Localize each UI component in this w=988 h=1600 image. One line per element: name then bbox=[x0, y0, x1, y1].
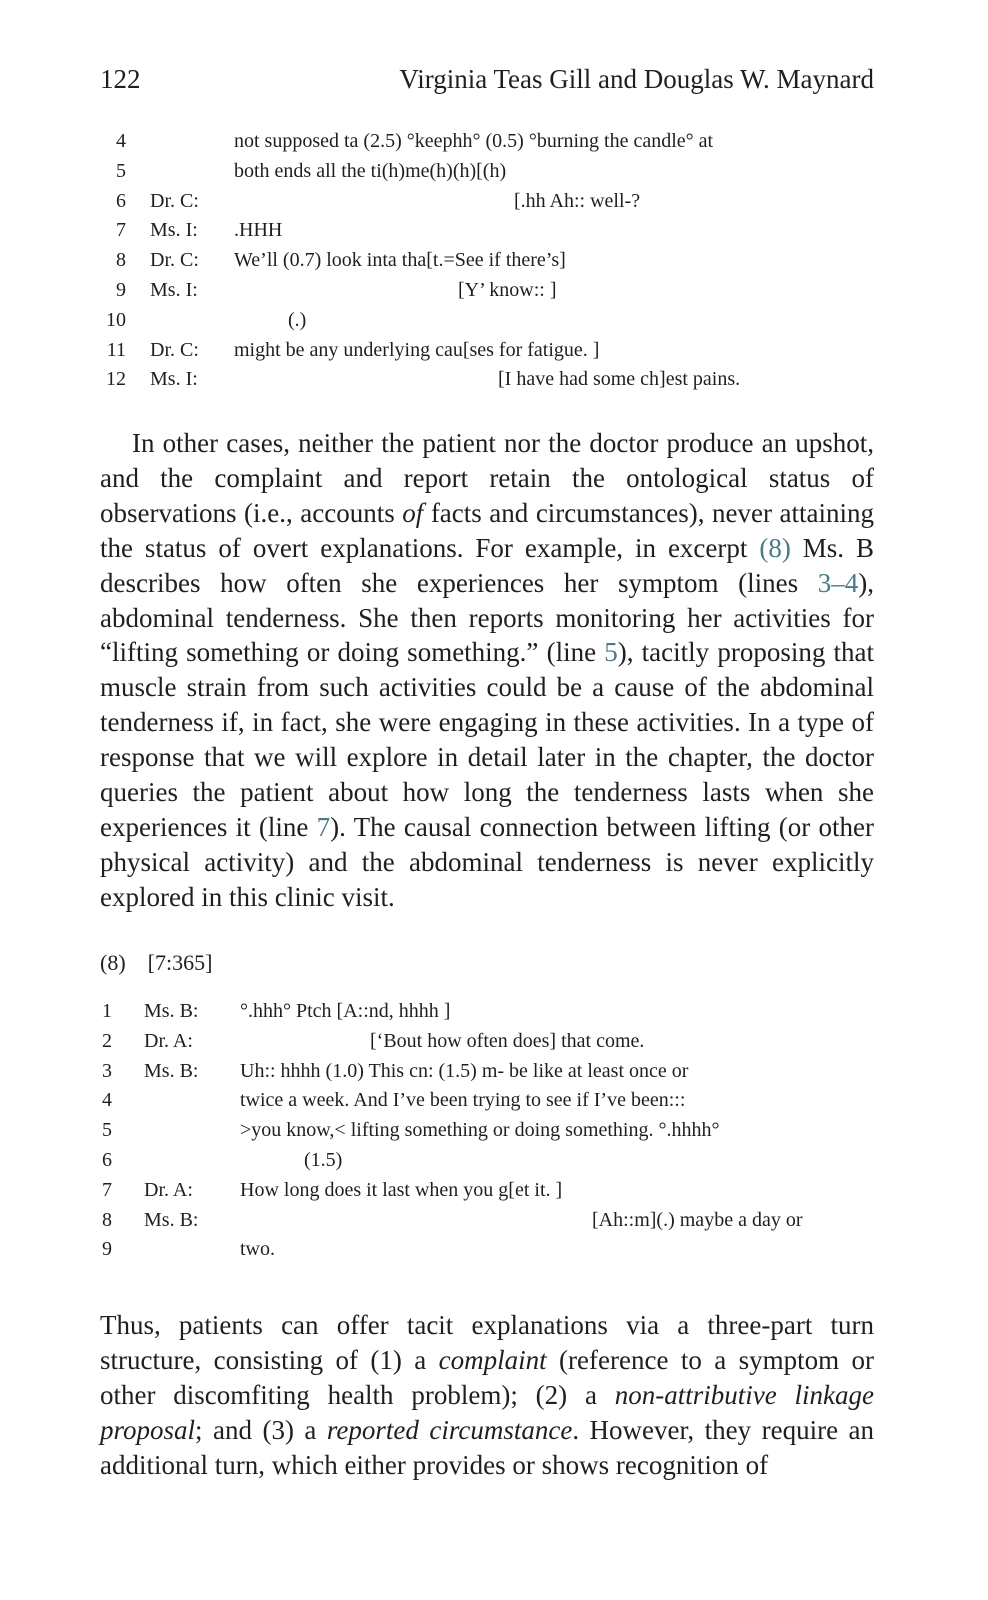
utterance-text: (.) bbox=[288, 308, 307, 331]
line-number: 5 bbox=[116, 159, 126, 182]
line-number: 4 bbox=[102, 1089, 112, 1112]
text-run: Thus, patients can offer tacit explanations via a three-part turn structure, consisting of (1) a bbox=[100, 1310, 874, 1375]
line-reference-link[interactable]: 5 bbox=[604, 637, 618, 668]
transcript-line bbox=[100, 279, 890, 309]
line-number: 4 bbox=[116, 130, 126, 152]
text-run: In other cases, neither the patient nor the doctor produce an upshot, and the complaint and report retain the ontological status of observations (i.e., accounts bbox=[100, 428, 874, 528]
speaker-label: Ms. B: bbox=[144, 1059, 199, 1082]
speaker-label: Ms. I: bbox=[150, 368, 198, 391]
transcript-line bbox=[100, 190, 890, 220]
transcript-line bbox=[100, 130, 890, 160]
utterance-text: not supposed ta (2.5) °keephh° (0.5) °burning the candle° at bbox=[234, 130, 714, 152]
speaker-label: Dr. A: bbox=[144, 1029, 193, 1052]
speaker-label: Dr. C: bbox=[150, 249, 199, 272]
utterance-text: (1.5) bbox=[304, 1148, 343, 1171]
line-number: 7 bbox=[102, 1178, 112, 1201]
utterance-text: both ends all the ti(h)me(h)(h)[(h) bbox=[234, 159, 507, 182]
line-number: 6 bbox=[116, 189, 126, 212]
utterance-text: two. bbox=[240, 1238, 275, 1261]
utterance-text: [I have had some ch]est pains. bbox=[498, 368, 741, 391]
speaker-label: Dr. A: bbox=[144, 1178, 193, 1201]
line-number: 9 bbox=[116, 278, 126, 301]
page-number: 122 bbox=[100, 64, 141, 94]
speaker-label: Ms. B: bbox=[144, 1208, 199, 1231]
transcript-line bbox=[100, 1179, 890, 1209]
utterance-text: .HHH bbox=[234, 219, 283, 242]
utterance-text: [Y’ know:: ] bbox=[458, 278, 557, 301]
line-reference-link[interactable]: 3–4 bbox=[817, 567, 859, 598]
excerpt-number: (8) bbox=[100, 950, 126, 975]
transcript-line bbox=[100, 160, 890, 190]
transcript-line bbox=[100, 1000, 890, 1030]
transcript-line bbox=[100, 1149, 890, 1179]
utterance-text: [Ah::m](.) maybe a day or bbox=[592, 1208, 803, 1231]
line-number: 5 bbox=[102, 1119, 112, 1142]
line-number: 2 bbox=[102, 1029, 112, 1052]
italic-term: non-attributive linkage proposal bbox=[100, 1379, 875, 1445]
line-number: 10 bbox=[106, 308, 126, 331]
speaker-label: Ms. B: bbox=[144, 1000, 199, 1022]
line-reference-link[interactable]: 7 bbox=[316, 811, 331, 842]
transcript-line bbox=[100, 1030, 890, 1060]
text-run: ), tacitly proposing that muscle strain from such activities could be a cause of the abdominal tenderness if, in fact, she were engaging in these activities. In a type of response that we will explore in detail later in the chapter, the doctor queries the patient about how long the tenderness lasts when she experiences it (line bbox=[100, 637, 874, 842]
line-number: 7 bbox=[116, 219, 126, 242]
transcript-line bbox=[100, 368, 890, 398]
utterance-text: might be any underlying cau[ses for fatigue. ] bbox=[234, 338, 600, 361]
page-header bbox=[100, 64, 874, 100]
line-number: 8 bbox=[116, 249, 126, 272]
line-number: 1 bbox=[102, 1000, 112, 1022]
utterance-text: >you know,< lifting something or doing something. °.hhhh° bbox=[240, 1119, 720, 1142]
speaker-label: Ms. I: bbox=[150, 278, 198, 301]
speaker-label: Dr. C: bbox=[150, 338, 199, 361]
text-run: ), abdominal tenderness. She then reports monitoring her activities for “lifting something or doing something.” (line bbox=[100, 567, 874, 668]
transcript-line bbox=[100, 219, 890, 249]
line-number: 3 bbox=[102, 1059, 112, 1082]
text-run: facts and circumstances), never attaining the status of overt explanations. For example, in excerpt bbox=[100, 497, 874, 563]
utterance-text: Uh:: hhhh (1.0) This cn: (1.5) m- be like at least once or bbox=[240, 1059, 689, 1082]
line-number: 11 bbox=[106, 338, 126, 361]
text-run: (reference to a symptom or other discomfiting health problem); (2) a bbox=[100, 1344, 875, 1410]
transcript-excerpt-8 bbox=[100, 1000, 890, 1268]
italic-text: of bbox=[402, 497, 424, 528]
italic-term: reported circumstance bbox=[326, 1414, 573, 1445]
text-run: ; and (3) a bbox=[195, 1414, 327, 1445]
transcript-excerpt-7 bbox=[100, 130, 890, 398]
utterance-text: [‘Bout how often does] that come. bbox=[370, 1029, 645, 1052]
utterance-text: How long does it last when you g[et it. ] bbox=[240, 1178, 563, 1201]
transcript-line bbox=[100, 1209, 890, 1239]
italic-term: complaint bbox=[438, 1344, 547, 1375]
utterance-text: twice a week. And I’ve been trying to see if I’ve been::: bbox=[240, 1089, 686, 1112]
transcript-line bbox=[100, 249, 890, 279]
body-paragraph bbox=[100, 1308, 874, 1483]
line-number: 9 bbox=[102, 1238, 112, 1261]
text-run: . However, they require an additional turn, which either provides or shows recognition of bbox=[100, 1414, 875, 1480]
line-number: 12 bbox=[106, 368, 126, 391]
transcript-line bbox=[100, 1089, 890, 1119]
utterance-text: We’ll (0.7) look inta tha[t.=See if there’s] bbox=[234, 249, 566, 272]
transcript-line bbox=[100, 1238, 890, 1268]
excerpt-source: [7:365] bbox=[147, 950, 213, 975]
speaker-label: Dr. C: bbox=[150, 189, 199, 212]
speaker-label: Ms. I: bbox=[150, 219, 198, 242]
transcript-line bbox=[100, 1119, 890, 1149]
line-number: 6 bbox=[102, 1148, 112, 1171]
excerpt-reference-link[interactable]: (8) bbox=[759, 532, 791, 563]
transcript-line bbox=[100, 1060, 890, 1090]
body-paragraph bbox=[100, 426, 874, 915]
text-run: ). The causal connection between lifting (or other physical activity) and the abdominal tenderness is never explicitly explored in this clinic visit. bbox=[100, 811, 874, 912]
text-run: Ms. B describes how often she experiences her symptom (lines bbox=[100, 532, 874, 598]
transcript-line bbox=[100, 309, 890, 339]
utterance-text: [.hh Ah:: well-? bbox=[514, 189, 641, 212]
utterance-text: °.hhh° Ptch [A::nd, hhhh ] bbox=[240, 1000, 451, 1022]
excerpt-label bbox=[100, 950, 234, 976]
line-number: 8 bbox=[102, 1208, 112, 1231]
transcript-line bbox=[100, 339, 890, 369]
running-head: Virginia Teas Gill and Douglas W. Maynard bbox=[399, 64, 874, 94]
